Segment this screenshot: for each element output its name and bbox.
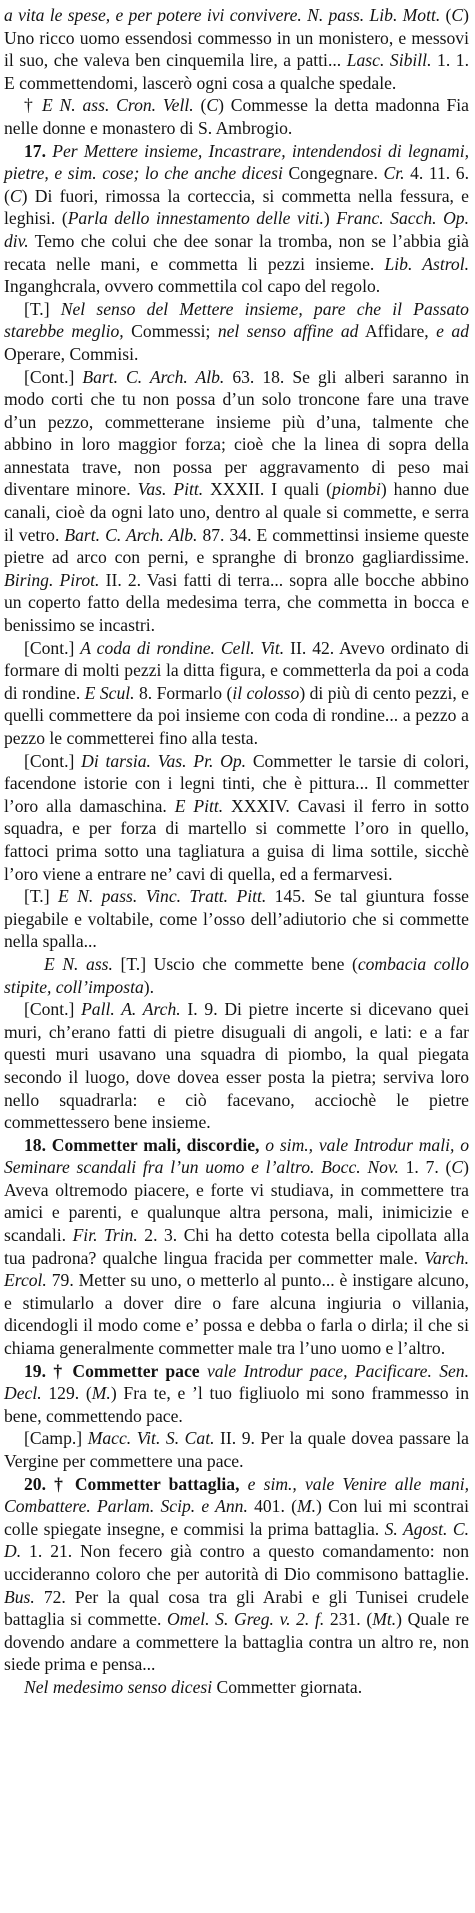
entry-paragraph: [Cont.] A coda di rondine. Cell. Vit. II. 42. Avevo ordinato di formare di molti pezzi la ditta figura, e commetterla da poi a coda di rondine. E Scul. 8. Formarlo (il colosso) di più di cento pezzi, e quelli commettere da poi insieme con coda di rondine... a pezzo a pezzo le commetterei fino alla testa. [4,637,470,748]
sense-19-paragraph: 19. † Commetter pace vale Introdur pace, Pacificare. Sen. Decl. 129. (M.) Fra te, e ’l tuo figliuolo mi sono frammesso in bene, commettendo pace. [4,1360,470,1426]
entry-paragraph: E N. ass. [T.] Uscio che commette bene (combacia collo stipite, coll’imposta). [4,953,469,997]
sense-17-paragraph: 17. Per Mettere insieme, Incastrare, intendendosi di legnami, pietre, e sim. cose; lo che anche dicesi Congegnare. Cr. 4. 11. 6. (C) Di fuori, rimossa la corteccia, si commetta nella fessura, e leghisi. (Parla dello innestamento delle viti.) Franc. Sacch. Op. div. Temo che colui che dee sonar la tromba, non se l’abbia già recata nelle mani, e commetta li pezzi insieme. Lib. Astrol. Inganghcrala, ovvero commettila col capo del regolo. [4,140,469,297]
entry-paragraph: [Cont.] Pall. A. Arch. I. 9. Di pietre incerte si dicevano quei muri, ch’erano fatti di pietre disuguali di angoli, e lati: e a far questi muri usavano una squadra di piombo, la qual piegata secondo il luogo, dove dovea esser posta la pietra; serviva loro nello squadrarla: e ciò facevano, acciochè le pietre commettessero bene insieme. [4,999,469,1133]
entry-paragraph: [Camp.] Macc. Vit. S. Cat. II. 9. Per la quale dovea passare la Vergine per commettere una pace. [4,1428,469,1471]
entry-paragraph: [T.] E N. pass. Vinc. Tratt. Pitt. 145. Se tal giuntura fosse piegabile e voltabile, come l’osso dell’adiutorio che si commette nella spalla... [4,886,469,952]
entry-paragraph: [Cont.] Di tarsia. Vas. Pr. Op. Commetter le tarsie di colori, facendone istorie con i legni tinti, che è pittura... Il commetter l’oro alla damaschina. E Pitt. XXXIV. Cavasi il ferro in sotto squadra, e per forza di martello si commette l’oro in quello, fattoci prima sotto una tagliatura a guisa di lima sottile, sicchè l’oro viene a entrare ne’ cavi di quella, ed a fermarvesi. [4,750,469,884]
entry-paragraph: [Cont.] Bart. C. Arch. Alb. 63. 18. Se gli alberi saranno in modo corti che tu non possa d’un solo troncone fare una trave d’un pezzo, commetterane insieme più d’una, talmente che abbino in loro maggior forza; cioè che la linea di sopra della annestata trave, non possa per aggravamento di peso mai diventare minore. Vas. Pitt. XXXII. I quali (piombi) hanno due canali, cioè da ogni lato uno, dentro al quale si commette, e serra il vetro. Bart. C. Arch. Alb. 87. 34. E commettinsi insieme queste pietre ad arco con perni, e spranghe di bronzo gagliardissime. Biring. Pirot. II. 2. Vasi fatti di terra... sopra alle bocche abbino un coperto fatto della medesima terra, che commetta in bocca e benissimo se incastri. [4,366,470,636]
sense-18-paragraph: 18. Commetter mali, discordie, o sim., vale Introdur mali, o Seminare scandali fra l’un uomo e l’altro. Bocc. Nov. 1. 7. (C) Aveva oltremodo piacere, e forte vi studiava, in commettere tra amici e parenti, e qualunque altra persona, mali, inimicizie e scandali. Fir. Trin. 2. 3. Chi ha detto cotesta bella cipollata alla tua padrona? qualche lingua fracida per commetter male. Varch. Ercol. 79. Metter su uno, o metterlo al punto... è instigare alcuno, e stimularlo a dover dire o fare alcuna ingiuria o villania, dicendogli il modo come e’ possa e debba o farla o dirla; il che si chiama generalmente commetter male tra l’uno uomo e l’altro. [4,1134,469,1359]
entry-paragraph: † E N. ass. Cron. Vell. (C) Commesse la detta madonna Fia nelle donne e monastero di S. Ambrogio. [4,95,469,138]
sense-20-paragraph: 20. † Commetter battaglia, e sim., vale Venire alle mani, Combattere. Parlam. Scip. e Ann. 401. (M.) Con lui mi scontrai colle spiegate insegne, e commisi la prima battaglia. S. Agost. C. D. 1. 21. Non fecero già contro a questo comandamento: non uccideranno coloro che per autorità di Dio commisono battaglie. Bus. 72. Per la qual cosa tra gli Arabi e gli Tunisei crudele battaglia si commette. Omel. S. Greg. v. 2. f. 231. (Mt.) Quale re dovendo andare a commettere la battaglia contra un altro re, non siede prima e pensa... [4,1473,470,1675]
entry-paragraph: [T.] Nel senso del Mettere insieme, pare che il Passato starebbe meglio, Commessi; nel senso affine ad Affidare, e ad Operare, Commisi. [4,298,469,364]
entry-paragraph: Nel medesimo senso dicesi Commetter giornata. [24,1676,363,1697]
entry-paragraph: a vita le spese, e per potere ivi convivere. N. pass. Lib. Mott. (C) Uno ricco uomo essendosi commesso in un monistero, e messovi il suo, che valeva ben cinquemila lire, a patti... Lasc. Sibill. 1. 1. E commettendomi, lascerò ogni cosa a qualche spedale. [4,5,469,93]
